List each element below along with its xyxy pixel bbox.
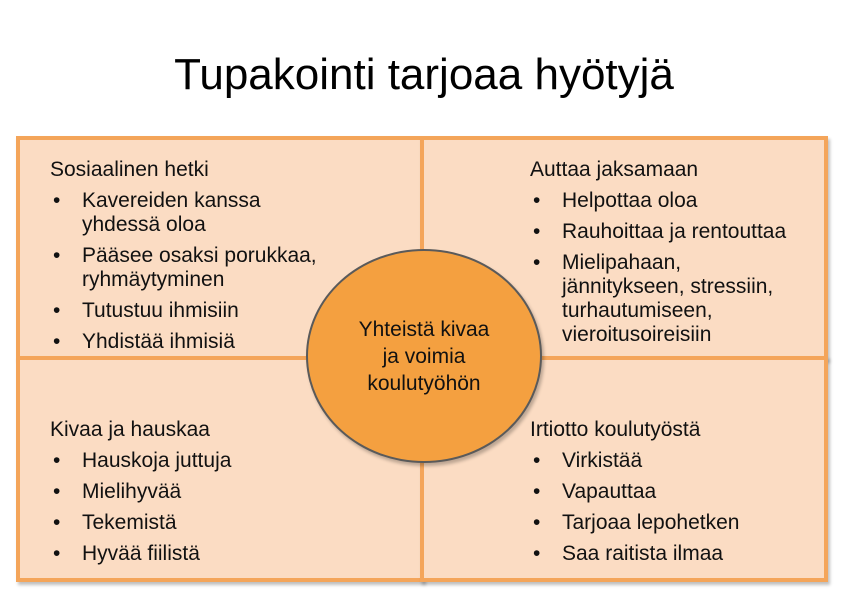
list-item: • Yhdistää ihmisiä [50,330,420,354]
quadrant-heading: Kivaa ja hauskaa [50,418,210,441]
list-item: • Tekemistä [50,511,420,535]
quadrant-heading: Auttaa jaksamaan [530,158,699,181]
list-item: • Pääsee osaksi porukkaa, ryhmäytyminen [50,244,420,292]
list-item: • Saa raitista ilmaa [530,542,824,566]
center-circle: Yhteistä kivaa ja voimia koulutyöhön [306,249,542,463]
quadrant-heading: Sosiaalinen hetki [50,158,209,181]
list-item: • Hyvää fiilistä [50,542,420,566]
list-item: • Mielipahaan, jännitykseen, stressiin, turhautumiseen, vieroitusoireisiin [530,251,824,347]
quadrant-heading: Irtiotto koulutyöstä [530,418,701,441]
list-item: • Mielihyvää [50,480,420,504]
slide-title: Tupakointi tarjoaa hyötyjä [174,50,674,99]
list-item: • Hauskoja juttuja [50,449,420,473]
list-item: • Helpottaa oloa [530,189,824,213]
list-item: • Rauhoittaa ja rentouttaa [530,220,824,244]
bullet-list [50,449,420,566]
bullet-list [530,449,824,566]
list-item: • Virkistää [530,449,824,473]
list-item: • Tarjoaa lepohetken [530,511,824,535]
bullet-list [530,189,824,347]
list-item: • Tutustuu ihmisiin [50,299,420,323]
list-item: • Vapauttaa [530,480,824,504]
list-item: • Kavereiden kanssa yhdessä oloa [50,189,420,237]
